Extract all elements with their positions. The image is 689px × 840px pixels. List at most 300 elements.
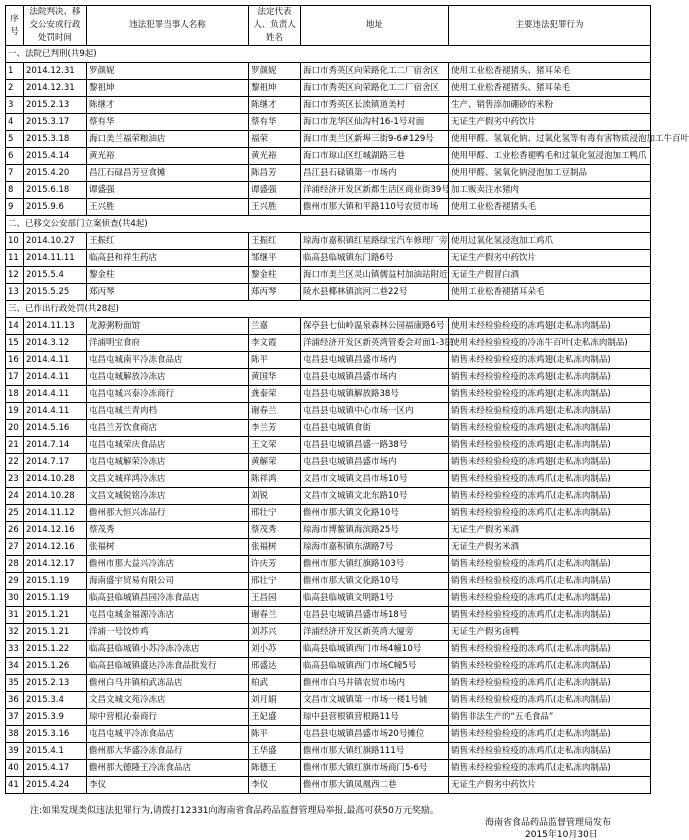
row-violation: 销售未经检验检疫的冻鸡爪(走私冻肉制品) (449, 641, 651, 658)
row-address: 儋州市那大镇文化路10号 (301, 573, 449, 590)
row-address: 琼海市嘉积镇东湖路7号 (301, 539, 449, 556)
row-date: 2015.5.25 (24, 284, 87, 301)
issuer: 海南省食品药品监督管理局发布 (485, 818, 612, 828)
row-date: 2015.3.9 (24, 709, 87, 726)
row-violation: 无证生产假劣米酒 (449, 522, 651, 539)
row-representative: 李文霞 (249, 335, 301, 352)
row-party: 昌江石碌昌芳豆食摊 (87, 165, 249, 182)
row-representative: 蔡有华 (249, 114, 301, 131)
row-index: 35 (6, 675, 24, 692)
row-representative: 陈平 (249, 352, 301, 369)
row-address: 儋州市那大镇文化路10号 (301, 505, 449, 522)
row-date: 2015.1.19 (24, 573, 87, 590)
table-row (6, 97, 651, 114)
row-date: 2014.11.11 (24, 250, 87, 267)
row-representative: 陈继才 (249, 97, 301, 114)
row-date: 2014.10.27 (24, 233, 87, 250)
row-address: 临高县临城镇东门路6号 (301, 250, 449, 267)
row-violation: 销售未经检验检疫的冻鸡翅(走私冻肉制品) (449, 403, 651, 420)
row-index: 37 (6, 709, 24, 726)
header-address: 地址 (301, 6, 449, 46)
row-representative: 郑丙琴 (249, 284, 301, 301)
row-party: 儋州那大恒兴冻品行 (87, 505, 249, 522)
row-party: 海南盛宇贸易有限公司 (87, 573, 249, 590)
row-date: 2015.4.20 (24, 165, 87, 182)
row-date: 2014.7.14 (24, 437, 87, 454)
row-index: 31 (6, 607, 24, 624)
row-violation: 使用过氧化氢浸泡加工鸡爪 (449, 233, 651, 250)
row-party: 蔡有华 (87, 114, 249, 131)
row-address: 儋州市那大镇凤凰西二巷 (301, 777, 449, 794)
table-row (6, 590, 651, 607)
row-representative: 王妃盛 (249, 709, 301, 726)
row-representative: 陈昌芳 (249, 165, 301, 182)
row-date: 2014.12.17 (24, 556, 87, 573)
row-index: 12 (6, 267, 24, 284)
row-violation: 销售未经检验检疫的冻鸡翅(走私冻肉制品) (449, 369, 651, 386)
table-row (6, 743, 651, 760)
row-violation: 销售未经检验检疫的冻鸡爪(走私冻肉制品) (449, 590, 651, 607)
row-violation: 无证生产假劣米酒 (449, 539, 651, 556)
row-party: 黎金柱 (87, 267, 249, 284)
row-address: 陵水县椰林镇滨河二巷22号 (301, 284, 449, 301)
row-representative: 刘锐 (249, 488, 301, 505)
row-violation: 使用未经检验检疫的冻鸡翅(走私冻肉制品) (449, 318, 651, 335)
row-address: 海口市秀英区向荣路化工二厂宿舍区 (301, 63, 449, 80)
row-party: 临高县临城镇昌园冷冻食品店 (87, 590, 249, 607)
table-row (6, 403, 651, 420)
row-representative: 兰嘉 (249, 318, 301, 335)
row-index: 10 (6, 233, 24, 250)
row-representative: 蔡茂秀 (249, 522, 301, 539)
row-index: 32 (6, 624, 24, 641)
row-address: 海口市龙华区仙沟村16-1号对面 (301, 114, 449, 131)
section-header-row (6, 46, 651, 63)
row-index: 40 (6, 760, 24, 777)
row-representative: 邢壮宁 (249, 505, 301, 522)
violations-table (5, 5, 689, 794)
row-representative: 王兴胜 (249, 199, 301, 216)
row-index: 26 (6, 522, 24, 539)
row-date: 2015.1.19 (24, 590, 87, 607)
row-representative: 陈祥鸿 (249, 471, 301, 488)
table-row (6, 641, 651, 658)
table-row (6, 267, 651, 284)
row-date: 2015.6.18 (24, 182, 87, 199)
row-party: 临高县临城镇小苏冷冻冷冻店 (87, 641, 249, 658)
row-party: 黎祖坤 (87, 80, 249, 97)
row-address: 洋浦经济开发区新英湾管委会对面1-3层 (301, 335, 449, 352)
row-violation: 销售未经检验检疫的冻鸡爪(走私冻肉制品) (449, 488, 651, 505)
table-row (6, 675, 651, 692)
table-row (6, 80, 651, 97)
row-representative: 柏武 (249, 675, 301, 692)
row-representative: 邢盛达 (249, 658, 301, 675)
row-index: 21 (6, 437, 24, 454)
row-violation: 生产、销售添加硼砂的米粉 (449, 97, 651, 114)
row-party: 李仪 (87, 777, 249, 794)
row-violation: 销售未经检验检疫的冻鸡翅(走私冻肉制品) (449, 420, 651, 437)
row-address: 屯昌县屯城镇昌盛市场18号 (301, 607, 449, 624)
row-index: 16 (6, 352, 24, 369)
row-address: 儋州市那大镇红旗市场商门5-6号 (301, 760, 449, 777)
row-representative: 邢壮宁 (249, 573, 301, 590)
row-violation: 使用工业松香褪猪耳朵毛 (449, 284, 651, 301)
row-party: 儋州白马井镇柏武冻品店 (87, 675, 249, 692)
row-index: 23 (6, 471, 24, 488)
row-index: 8 (6, 182, 24, 199)
header-index: 序号 (6, 6, 24, 46)
row-representative: 邹继平 (249, 250, 301, 267)
table-row (6, 488, 651, 505)
row-party: 儋州那大德隆王冷冻食品店 (87, 760, 249, 777)
table-row (6, 692, 651, 709)
row-address: 临高县临城镇西门市场C幢5号 (301, 658, 449, 675)
row-party: 屯昌屯城南平冷冻食品店 (87, 352, 249, 369)
row-representative: 王文荣 (249, 437, 301, 454)
row-representative: 陈德王 (249, 760, 301, 777)
row-address: 屯昌县屯城镇昌盛市场内 (301, 369, 449, 386)
table-row (6, 539, 651, 556)
section-title: 二、已移交公安部门立案侦查(共4起) (6, 216, 651, 233)
row-index: 7 (6, 165, 24, 182)
row-party: 龙源粥粉面馆 (87, 318, 249, 335)
footnote: 注:如果发现类似违法犯罪行为,请拨打12331向海南省食品药品监督管理局举报,最高可获50万元奖励。 (30, 806, 439, 816)
table-row (6, 556, 651, 573)
row-address: 儋州市那大镇红旗路103号 (301, 556, 449, 573)
row-address: 洋浦经济开发区新都生活区商业街39号 (301, 182, 449, 199)
row-violation: 无证生产假劣卤鸭 (449, 624, 651, 641)
row-date: 2015.3.18 (24, 131, 87, 148)
row-address: 屯昌县屯城镇昌盛一路38号 (301, 437, 449, 454)
row-date: 2015.3.4 (24, 692, 87, 709)
row-date: 2015.2.13 (24, 675, 87, 692)
row-party: 王兴胜 (87, 199, 249, 216)
row-index: 1 (6, 63, 24, 80)
row-representative: 罗颜妮 (249, 63, 301, 80)
row-index: 30 (6, 590, 24, 607)
row-violation: 销售未经检验检疫的冻鸡爪(走私冻肉制品) (449, 692, 651, 709)
row-address: 海口市美兰区新埠三街9-6#129号 (301, 131, 449, 148)
row-violation: 无证生产假冒白酒 (449, 267, 651, 284)
row-index: 22 (6, 454, 24, 471)
row-party: 儋州那大华盛冷冻食品行 (87, 743, 249, 760)
row-address: 儋州市那大镇红旗路111号 (301, 743, 449, 760)
row-party: 屯昌屯城兴泰冷冻商行 (87, 386, 249, 403)
row-representative: 陈平 (249, 726, 301, 743)
row-violation: 无证生产假劣中药饮片 (449, 114, 651, 131)
row-address: 屯昌县屯城镇食街 (301, 420, 449, 437)
row-representative: 黎金柱 (249, 267, 301, 284)
row-violation: 销售未经检验检疫的冻鸡爪(走私冻肉制品) (449, 573, 651, 590)
header-violation: 主要违法犯罪行为 (449, 6, 651, 46)
row-date: 2015.1.21 (24, 624, 87, 641)
row-party: 屯昌屯城解放冷冻店 (87, 369, 249, 386)
header-representative: 法定代表人、负责人姓名 (249, 6, 301, 46)
table-row (6, 284, 651, 301)
row-representative: 王昌园 (249, 590, 301, 607)
row-violation: 销售未经检验检疫的冻鸡爪(走私冻肉制品) (449, 658, 651, 675)
row-violation: 销售未经检验检疫的冻鸡爪(走私冻肉制品) (449, 556, 651, 573)
table-row (6, 182, 651, 199)
row-party: 罗颜妮 (87, 63, 249, 80)
row-violation: 销售未经检验检疫的冻鸡爪(走私冻肉制品) (449, 675, 651, 692)
row-representative: 黄国华 (249, 369, 301, 386)
row-representative: 谭盛强 (249, 182, 301, 199)
row-address: 海口市琼山区红城湖路三巷 (301, 148, 449, 165)
row-party: 屯昌屯城平冷冻食品店 (87, 726, 249, 743)
row-date: 2014.4.11 (24, 352, 87, 369)
row-violation: 销售未经检验检疫的冻鸡翅(走私冻肉制品) (449, 437, 651, 454)
row-party: 张福树 (87, 539, 249, 556)
row-party: 文昌文城锐铭冷冻店 (87, 488, 249, 505)
table-row (6, 607, 651, 624)
row-index: 19 (6, 403, 24, 420)
row-party: 文昌文城祥鸿冷冻店 (87, 471, 249, 488)
row-index: 15 (6, 335, 24, 352)
row-index: 9 (6, 199, 24, 216)
row-date: 2014.12.31 (24, 63, 87, 80)
row-index: 28 (6, 556, 24, 573)
row-index: 3 (6, 97, 24, 114)
row-index: 34 (6, 658, 24, 675)
row-violation: 销售未经检验检疫的冻鸡爪(走私冻肉制品) (449, 505, 651, 522)
row-address: 屯昌县屯城镇解放路38号 (301, 386, 449, 403)
row-index: 27 (6, 539, 24, 556)
header-party: 违法犯罪当事人名称 (87, 6, 249, 46)
row-index: 33 (6, 641, 24, 658)
row-violation: 使用工业松香褪猪头毛 (449, 199, 651, 216)
row-address: 洋浦经济开发区新英湾大厦旁 (301, 624, 449, 641)
row-date: 2014.10.28 (24, 488, 87, 505)
row-party: 屯昌屯城兰青肉档 (87, 403, 249, 420)
row-index: 18 (6, 386, 24, 403)
table-row (6, 369, 651, 386)
row-violation: 销售非法生产的“五毛食品” (449, 709, 651, 726)
section-header-row (6, 301, 651, 318)
row-date: 2014.4.11 (24, 403, 87, 420)
table-row (6, 573, 651, 590)
row-date: 2014.12.31 (24, 80, 87, 97)
row-date: 2015.1.21 (24, 607, 87, 624)
row-violation: 销售未经检验检疫的冻鸡爪(走私冻肉制品) (449, 743, 651, 760)
row-violation: 销售未经检验检疫的冻鸡爪(走私冻肉制品) (449, 726, 651, 743)
section-title: 一、法院已判刑(共9起) (6, 46, 651, 63)
row-address: 临高县临城镇西门市场4幢10号 (301, 641, 449, 658)
row-violation: 使用工业松香褪猪头、猪耳朵毛 (449, 80, 651, 97)
row-address: 海口市秀英区长流镇道美村 (301, 97, 449, 114)
table-row (6, 522, 651, 539)
row-representative: 谢春兰 (249, 607, 301, 624)
row-party: 临高县临城镇盛达冷冻食品批发行 (87, 658, 249, 675)
row-date: 2014.4.11 (24, 369, 87, 386)
row-date: 2014.4.11 (24, 386, 87, 403)
row-address: 海口市秀英区向荣路化工二厂宿舍区 (301, 80, 449, 97)
row-representative: 刘小苏 (249, 641, 301, 658)
row-address: 儋州市那大镇和平路110号农贸市场 (301, 199, 449, 216)
row-index: 2 (6, 80, 24, 97)
row-index: 38 (6, 726, 24, 743)
row-date: 2015.3.16 (24, 726, 87, 743)
row-violation: 销售未经检验检疫的冻鸡爪(走私冻肉制品) (449, 471, 651, 488)
row-violation: 使用工业松香褪猪头、猪耳朵毛 (449, 63, 651, 80)
table-row (6, 250, 651, 267)
row-date: 2015.4.1 (24, 743, 87, 760)
row-index: 41 (6, 777, 24, 794)
row-violation: 使用甲醛、氢氧化钠浸泡加工豆制品 (449, 165, 651, 182)
table-row (6, 454, 651, 471)
row-index: 25 (6, 505, 24, 522)
section-title: 三、已作出行政处罚(共28起) (6, 301, 651, 318)
table-row (6, 437, 651, 454)
row-address: 屯昌县屯城镇昌盛市场内 (301, 454, 449, 471)
row-party: 谭盛强 (87, 182, 249, 199)
row-address: 屯昌县屯城镇昌盛市场20号摊位 (301, 726, 449, 743)
row-date: 2015.9.6 (24, 199, 87, 216)
issue-date: 2015年10月30日 (525, 830, 598, 840)
row-party: 蔡茂秀 (87, 522, 249, 539)
row-date: 2014.11.12 (24, 505, 87, 522)
row-date: 2015.4.24 (24, 777, 87, 794)
section-header-row (6, 216, 651, 233)
row-party: 临高县和祥生药店 (87, 250, 249, 267)
row-violation: 销售未经检验检疫的冻鸡爪(走私冻肉制品) (449, 607, 651, 624)
row-representative: 黄解荣 (249, 454, 301, 471)
row-representative: 王振红 (249, 233, 301, 250)
row-representative: 李仪 (249, 777, 301, 794)
row-party: 文昌文城文苑冷冻店 (87, 692, 249, 709)
row-violation: 销售未经检验检疫的冻鸡翅(走私冻肉制品) (449, 386, 651, 403)
row-address: 屯昌县屯城镇中心市场一区内 (301, 403, 449, 420)
table-row (6, 471, 651, 488)
row-index: 5 (6, 131, 24, 148)
table-row (6, 352, 651, 369)
row-date: 2015.3.17 (24, 114, 87, 131)
table-body (6, 46, 689, 794)
table-row (6, 114, 651, 131)
row-address: 屯昌县屯城镇昌盛市场内 (301, 352, 449, 369)
row-party: 陈继才 (87, 97, 249, 114)
row-index: 13 (6, 284, 24, 301)
row-violation: 无证生产假劣中药饮片 (449, 250, 651, 267)
row-index: 36 (6, 692, 24, 709)
row-address: 文昌市文城镇文北东路10号 (301, 488, 449, 505)
row-party: 黄光裕 (87, 148, 249, 165)
row-index: 17 (6, 369, 24, 386)
row-address: 临高县临城镇文明路1号 (301, 590, 449, 607)
row-violation: 销售未经检验检疫的冻鸡翅(走私冻肉制品) (449, 454, 651, 471)
row-representative: 刘月娟 (249, 692, 301, 709)
row-date: 2015.5.4 (24, 267, 87, 284)
row-representative: 许庆芳 (249, 556, 301, 573)
row-index: 29 (6, 573, 24, 590)
row-index: 11 (6, 250, 24, 267)
document (5, 5, 689, 794)
table-row (6, 624, 651, 641)
row-date: 2014.11.13 (24, 318, 87, 335)
table-row (6, 233, 651, 250)
header-date: 法院判决、移交公安或行政处罚时间 (24, 6, 87, 46)
row-representative: 李兰芳 (249, 420, 301, 437)
table-row (6, 658, 651, 675)
row-date: 2015.4.14 (24, 148, 87, 165)
table-row (6, 199, 651, 216)
row-date: 2015.1.22 (24, 641, 87, 658)
row-representative: 张福树 (249, 539, 301, 556)
row-date: 2014.12.16 (24, 539, 87, 556)
row-date: 2014.3.12 (24, 335, 87, 352)
row-violation: 使用未经检验检疫的冷冻牛百叶(走私冻肉制品) (449, 335, 651, 352)
table-row (6, 505, 651, 522)
table-row (6, 335, 651, 352)
table-row (6, 318, 651, 335)
table-row (6, 165, 651, 182)
row-representative: 龚泰荣 (249, 386, 301, 403)
row-representative: 刘苏兴 (249, 624, 301, 641)
row-address: 琼海市博鳌镇海滨路25号 (301, 522, 449, 539)
row-index: 24 (6, 488, 24, 505)
row-address: 儋州市白马井镇农贸市场内 (301, 675, 449, 692)
row-party: 琼中营根沁泰商行 (87, 709, 249, 726)
row-index: 14 (6, 318, 24, 335)
row-date: 2015.2.13 (24, 97, 87, 114)
table-row (6, 726, 651, 743)
row-index: 4 (6, 114, 24, 131)
table-row (6, 131, 651, 148)
row-date: 2015.4.17 (24, 760, 87, 777)
row-index: 6 (6, 148, 24, 165)
row-address: 海口市美兰区灵山镇儒益村加油站附近 (301, 267, 449, 284)
table-row (6, 777, 651, 794)
row-address: 文昌市文城镇第一市场一楼1号铺 (301, 692, 449, 709)
table-row (6, 709, 651, 726)
row-violation: 使用甲醛、氢氧化钠、过氧化氢等有毒有害物质浸泡加工牛百叶 (449, 131, 651, 148)
row-address: 昌江县石碌镇第一市场内 (301, 165, 449, 182)
row-representative: 王华盛 (249, 743, 301, 760)
row-party: 郑丙琴 (87, 284, 249, 301)
row-representative: 黄光裕 (249, 148, 301, 165)
row-date: 2014.5.16 (24, 420, 87, 437)
table-row (6, 148, 651, 165)
row-address: 文昌市文城镇文昌市场10号 (301, 471, 449, 488)
row-index: 20 (6, 420, 24, 437)
row-violation: 销售未经检验检疫的冻鸡爪(走私冻肉制品) (449, 760, 651, 777)
table-row (6, 63, 651, 80)
row-violation: 加工贩卖注水猪肉 (449, 182, 651, 199)
row-index: 39 (6, 743, 24, 760)
row-party: 屯昌屯城解荣冷冻店 (87, 454, 249, 471)
row-address: 琼中县营根镇营根路11号 (301, 709, 449, 726)
row-party: 屯昌屯城荣庆食品店 (87, 437, 249, 454)
row-address: 琼海市嘉积镇红星路绿宝汽车修理厂旁 (301, 233, 449, 250)
row-date: 2015.1.26 (24, 658, 87, 675)
row-party: 儋州市那大益兴冷冻店 (87, 556, 249, 573)
row-representative: 黎祖坤 (249, 80, 301, 97)
row-party: 屯昌兰芳饮食商店 (87, 420, 249, 437)
table-row (6, 386, 651, 403)
row-party: 洋浦一号饺炸鸡 (87, 624, 249, 641)
row-date: 2014.10.28 (24, 471, 87, 488)
row-party: 屯昌屯城金福源冷冻店 (87, 607, 249, 624)
row-representative: 谢春兰 (249, 403, 301, 420)
table-header-row (6, 6, 651, 46)
row-address: 保亭县七仙岭温泉森林公园福康路6号 (301, 318, 449, 335)
table-row (6, 420, 651, 437)
row-representative: 福荣 (249, 131, 301, 148)
row-party: 王振红 (87, 233, 249, 250)
row-date: 2014.7.17 (24, 454, 87, 471)
row-violation: 使用甲醛、工业松香褪鸭毛和过氧化氢浸泡加工鸭爪 (449, 148, 651, 165)
